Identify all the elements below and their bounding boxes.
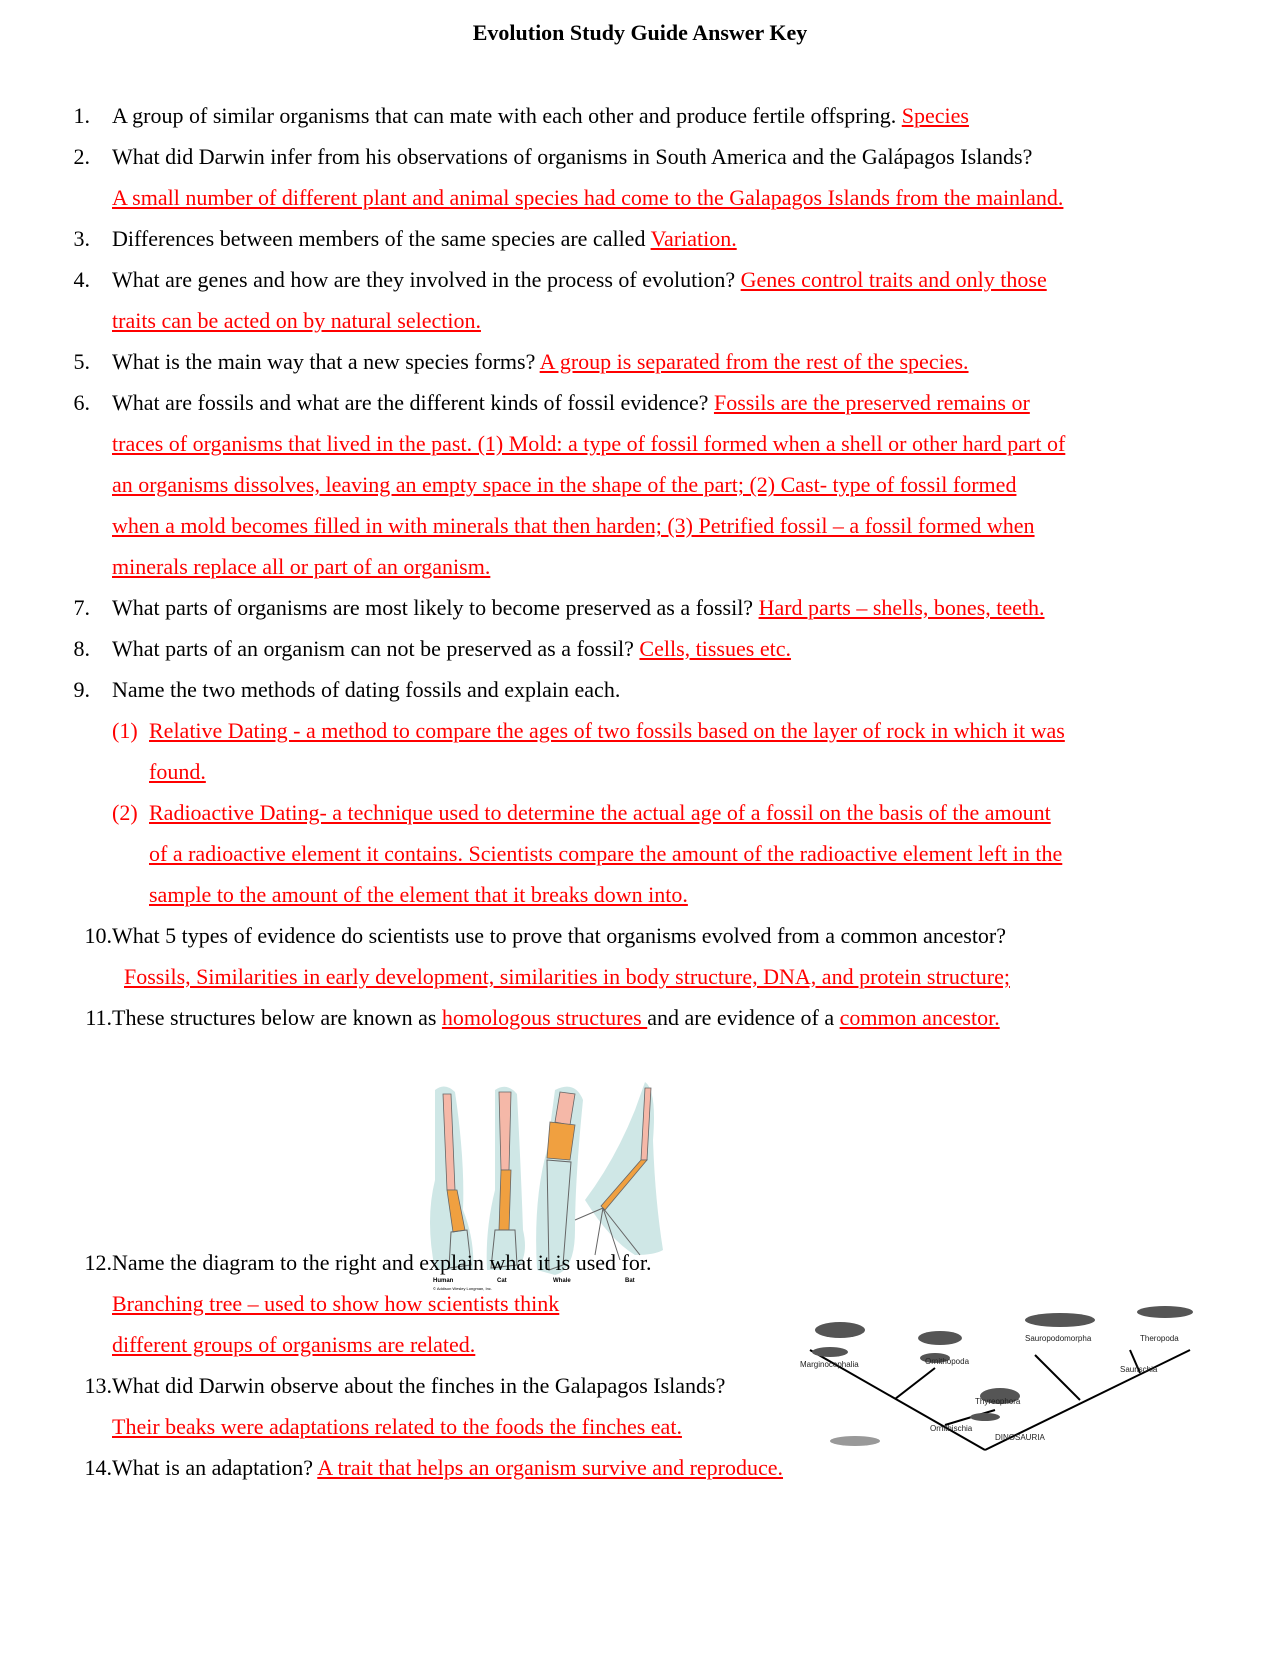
answer-text: when a mold becomes filled in with minerals that then harden; (3) Petrified fossil – a fossil formed when [112, 513, 1035, 538]
question-text: and are evidence of a [647, 1005, 840, 1030]
answer-text: common ancestor. [839, 1005, 1000, 1030]
question-text: What did Darwin observe about the finches in the Galapagos Islands? [112, 1373, 726, 1398]
answer-text: Hard parts – shells, bones, teeth. [758, 595, 1045, 620]
answer-text: sample to the amount of the element that it breaks down into. [149, 882, 688, 907]
question-text: Name the diagram to the right and explain what it is used for. [112, 1250, 652, 1275]
question-text: What are fossils and what are the different kinds of fossil evidence? [112, 390, 714, 415]
question-text: Differences between members of the same species are called [112, 226, 651, 251]
question-text: What is an adaptation? [112, 1455, 318, 1480]
answer-6-line-2 [112, 431, 1065, 457]
answer-text: Cells, tissues etc. [639, 636, 791, 661]
answer-text: traits can be acted on by natural selection. [112, 308, 481, 333]
dinosaur-cladogram [795, 1300, 1215, 1455]
question-number: 1. [73, 103, 90, 128]
answer-text: Variation. [650, 226, 737, 251]
answer-text: A trait that helps an organism survive and reproduce. [317, 1455, 784, 1480]
question-number: 8. [73, 636, 90, 661]
question-text: What 5 types of evidence do scientists use to prove that organisms evolved from a common ancestor? [112, 923, 1007, 948]
question-text: What parts of an organism can not be preserved as a fossil? [112, 636, 640, 661]
label-ornithischia: Ornithischia [930, 1424, 973, 1433]
label-thyreophora: Thyreophora [975, 1397, 1021, 1406]
answer-text: found. [149, 759, 206, 784]
question-number: 4. [73, 267, 90, 292]
caption-cat: Cat [497, 1278, 507, 1284]
answer-text: A small number of different plant and animal species had come to the Galapagos Islands from the mainland. [112, 185, 1064, 210]
answer-text: Species [901, 103, 969, 128]
label-saurischia: Saurischia [1120, 1365, 1158, 1374]
method-2-line-2 [149, 841, 1062, 867]
question-number: 13. [84, 1373, 112, 1398]
question-text: These structures below are known as [112, 1005, 442, 1030]
answer-text: traces of organisms that lived in the past. (1) Mold: a type of fossil formed when a shell or other hard part of [112, 431, 1066, 456]
question-text: What did Darwin infer from his observations of organisms in South America and the Galápagos Islands? [112, 144, 1033, 169]
question-number: 3. [73, 226, 90, 251]
question-text: Name the two methods of dating fossils and explain each. [112, 677, 621, 702]
caption-bat: Bat [625, 1278, 635, 1284]
page-title: Evolution Study Guide Answer Key [472, 20, 808, 45]
branching-tree-figure [795, 1300, 1215, 1455]
answer-12 [112, 1291, 559, 1317]
answer-text: homologous structures [441, 1005, 648, 1030]
question-text: What are genes and how are they involved in the process of evolution? [112, 267, 741, 292]
label-ornithopoda: Ornithopoda [925, 1357, 970, 1366]
answer-text: Fossils, Similarities in early development, similarities in body structure, DNA, and protein structure; [124, 964, 1010, 989]
question-number: 7. [73, 595, 90, 620]
question-text: What is the main way that a new species forms? [112, 349, 540, 374]
answer-text: of a radioactive element it contains. Scientists compare the amount of the radioactive element left in the [149, 841, 1063, 866]
question-text: A group of similar organisms that can mate with each other and produce fertile offspring. [112, 103, 902, 128]
question-number: 2. [73, 144, 90, 169]
question-number: 10. [84, 923, 112, 948]
label-marginocephalia: Marginocephalia [800, 1360, 859, 1369]
label-theropoda: Theropoda [1140, 1334, 1179, 1343]
answer-text: an organisms dissolves, leaving an empty space in the shape of the part; (2) Cast- type of fossil formed [112, 472, 1017, 497]
question-number: 5. [73, 349, 90, 374]
answer-6-line-3 [112, 472, 1016, 498]
method-1-cont [149, 759, 206, 785]
method-2-line-3 [149, 882, 688, 908]
answer-text: Fossils are the preserved remains or [713, 390, 1030, 415]
answer-10 [124, 964, 1010, 990]
caption-human: Human [433, 1278, 454, 1284]
answer-13 [112, 1414, 682, 1440]
label-dinosauria: DINOSAURIA [995, 1433, 1045, 1442]
answer-6-line-5 [112, 554, 490, 580]
question-number: 6. [73, 390, 90, 415]
method-number: (1) [112, 718, 138, 743]
answer-text: Relative Dating - a method to compare the ages of two fossils based on the layer of rock in which it was [149, 718, 1065, 743]
answer-text: different groups of organisms are related. [112, 1332, 476, 1357]
answer-6-line-4 [112, 513, 1035, 539]
answer-4-cont [112, 308, 481, 334]
question-number: 11. [85, 1005, 112, 1030]
answer-text: Genes control traits and only those [740, 267, 1047, 292]
answer-text: Radioactive Dating- a technique used to determine the actual age of a fossil on the basis of the amount [149, 800, 1051, 825]
question-number: 12. [84, 1250, 112, 1275]
question-text: What parts of organisms are most likely to become preserved as a fossil? [112, 595, 759, 620]
method-number: (2) [112, 800, 138, 825]
answer-12-cont [112, 1332, 475, 1358]
question-number: 9. [73, 677, 90, 702]
answer-text: minerals replace all or part of an organism. [112, 554, 491, 579]
question-number: 14. [84, 1455, 112, 1480]
label-sauropodomorpha: Sauropodomorpha [1025, 1334, 1092, 1343]
answer-text: Branching tree – used to show how scientists think [112, 1291, 560, 1316]
answer-text: Their beaks were adaptations related to the foods the finches eat. [112, 1414, 682, 1439]
figure-credit: © Addison Wesley Longman, Inc. [433, 1286, 492, 1291]
answer-text: A group is separated from the rest of the species. [539, 349, 969, 374]
answer-2 [112, 185, 1063, 211]
caption-whale: Whale [553, 1278, 571, 1284]
